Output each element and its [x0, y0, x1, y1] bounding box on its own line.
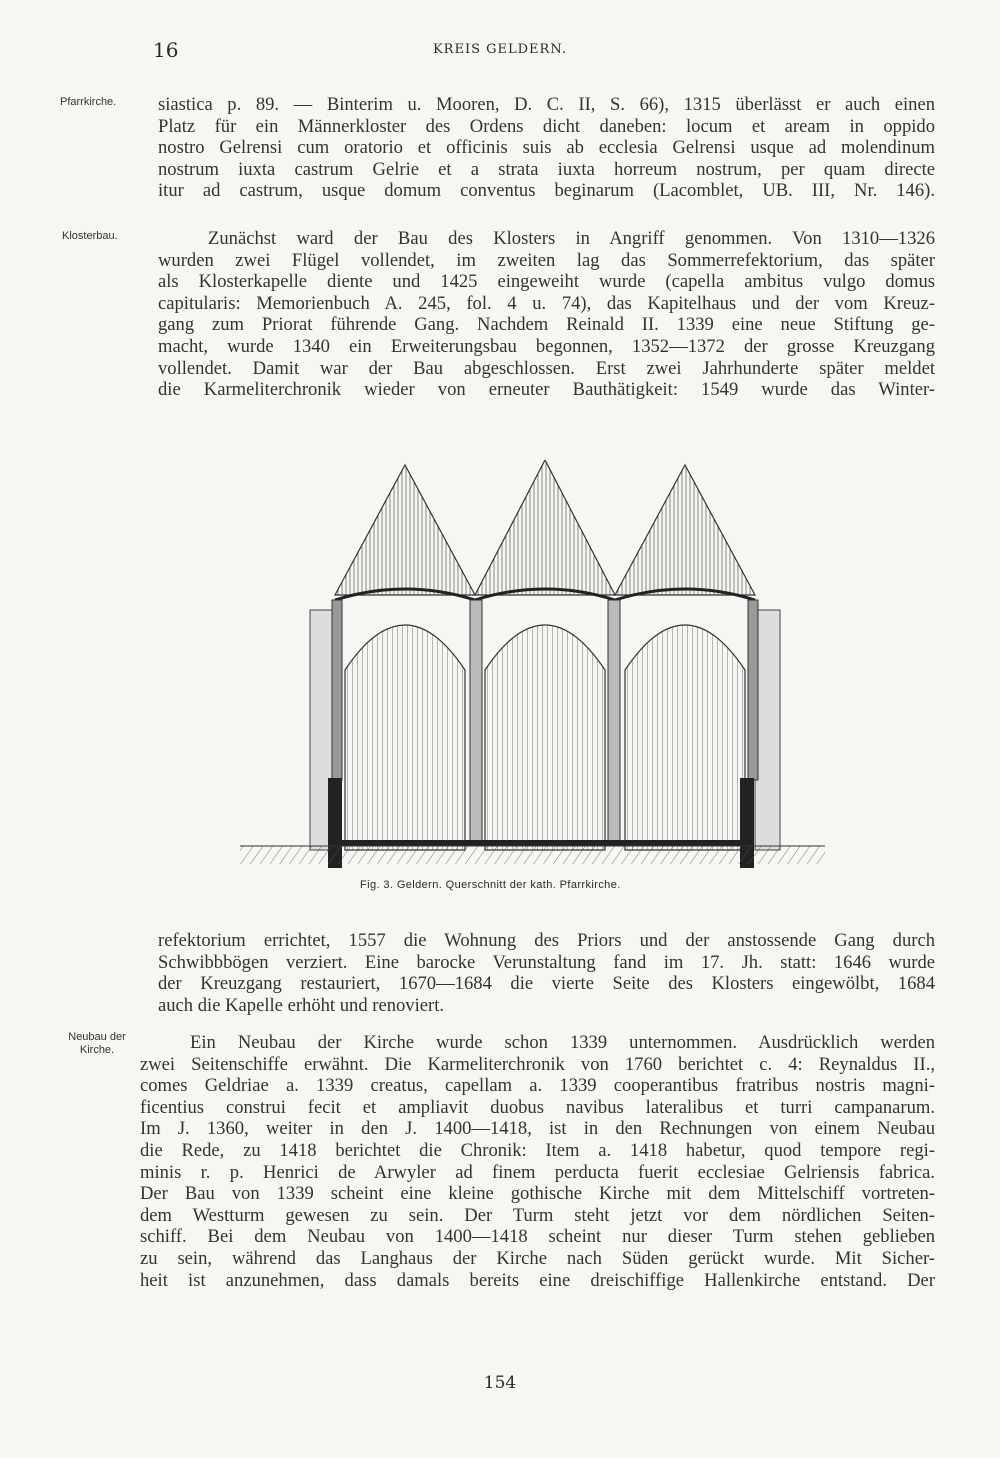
- text-line: der Kreuzgang restauriert, 1670—1684 die vierte Seite des Klosters eingewölbt, 1684: [158, 973, 935, 995]
- roof-gables: [335, 460, 755, 595]
- text-line: comes Geldriae a. 1339 creatus, capellam a. 1339 cooperantibus fratribus nostris magni-: [140, 1075, 935, 1097]
- margin-note-klosterbau: Klosterbau.: [62, 230, 118, 242]
- text-line: Platz für ein Männerkloster des Ordens dicht daneben: locum et aream in oppido: [158, 115, 935, 137]
- text-line: gang zum Priorat führende Gang. Nachdem Reinald II. 1339 eine neue Stiftung ge-: [158, 314, 935, 336]
- text-line: nostrum iuxta castrum Gelrie et a strata iuxta horreum nostrum, per quam directe: [158, 158, 935, 180]
- text-line: Schwibbbögen verziert. Eine barocke Verunstaltung fand im 17. Jh. statt: 1646 wurde: [158, 951, 935, 973]
- text-line: auch die Kapelle erhöht und renoviert.: [158, 994, 445, 1016]
- text-line: die Rede, zu 1418 berichtet die Chronik: Item a. 1418 habetur, quod tempore regi-: [140, 1139, 935, 1161]
- text-line: heit ist anzunehmen, dass damals bereits eine dreischiffige Hallenkirche entstand. Der: [140, 1269, 935, 1291]
- text-line: Zunächst ward der Bau des Klosters in Angriff genommen. Von 1310—1326: [208, 228, 935, 249]
- paragraph-neubau: [140, 1032, 935, 1291]
- church-cross-section-figure: [240, 460, 825, 875]
- text-line: refektorium errichtet, 1557 die Wohnung des Priors und der anstossende Gang durch: [158, 930, 935, 951]
- text-line: Der Bau von 1339 scheint eine kleine gothische Kirche mit dem Mittelschiff vortreten-: [140, 1183, 935, 1205]
- text-line: zu sein, während das Langhaus der Kirche nach Süden gerückt wurde. Mit Sicher-: [140, 1247, 935, 1269]
- text-line: als Klosterkapelle diente und 1425 eingeweiht wurde (capella ambitus vulgo domus: [158, 271, 935, 293]
- text-line: siastica p. 89. — Binterim u. Mooren, D. C. II, S. 66), 1315 überlässt er auch einen: [158, 94, 935, 115]
- text-line: die Karmeliterchronik wieder von erneuter Bauthätigkeit: 1549 wurde das Winter-: [158, 379, 935, 401]
- text-line: Im J. 1360, weiter in den J. 1400—1418, ist in den Rechnungen von einem Neubau: [140, 1118, 935, 1140]
- text-line: capitularis: Memorienbuch A. 245, fol. 4 u. 74), das Kapitelhaus und der vom Kreuz-: [158, 292, 935, 314]
- margin-note-neubau-line2: Kirche.: [79, 1044, 115, 1056]
- text-line: vollendet. Damit war der Bau abgeschlossen. Erst zwei Jahrhunderte später meldet: [158, 357, 935, 379]
- text-line: minis r. p. Henrici de Arwyler ad finem perducta fuerit ecclesiae Gelriensis fabrica.: [140, 1161, 935, 1183]
- paragraph-pfarrkirche: [158, 94, 935, 202]
- vault-arches: [335, 589, 755, 850]
- paragraph-klosterbau: [158, 228, 935, 401]
- text-line: nostro Gelrensi cum oratorio et officinis suis ab ecclesia Gelrensi usque ad molendinum: [158, 137, 935, 159]
- running-title: KREIS GELDERN.: [432, 42, 568, 57]
- margin-note-pfarrkirche: Pfarrkirche.: [60, 96, 117, 108]
- paragraph-refektorium: [158, 930, 935, 1016]
- text-line: Ein Neubau der Kirche wurde schon 1339 unternommen. Ausdrücklich werden: [190, 1032, 935, 1053]
- text-line: wurden zwei Flügel vollendet, im zweiten lag das Sommerrefektorium, das später: [158, 249, 935, 271]
- margin-note-neubau: [57, 1031, 137, 1057]
- text-line: dem Westturm gewesen zu sein. Der Turm steht jetzt vor dem nördlichen Seiten-: [140, 1204, 935, 1226]
- text-line: ficentius construi fecit et ampliavit duobus navibus lateralibus et turri campanarum.: [140, 1096, 935, 1118]
- text-line: zwei Seitenschiffe erwähnt. Die Karmeliterchronik von 1760 berichtet c. 4: Reynaldus II.,: [140, 1053, 935, 1075]
- text-line: schiff. Bei dem Neubau von 1400—1418 scheint nur dieser Turm stehen geblieben: [140, 1226, 935, 1248]
- figure-caption: Fig. 3. Geldern. Querschnitt der kath. Pfarrkirche.: [360, 879, 621, 891]
- ground-line: [240, 846, 825, 864]
- text-line: macht, wurde 1340 ein Erweiterungsbau begonnen, 1352—1372 der grosse Kreuzgang: [158, 335, 935, 357]
- margin-note-neubau-line1: Neubau der: [68, 1031, 126, 1043]
- page-number-bottom: 154: [483, 1373, 517, 1393]
- page-number-top: 16: [153, 38, 179, 62]
- text-line: itur ad castrum, usque domum conventus beginarum (Lacomblet, UB. III, Nr. 146).: [158, 180, 935, 202]
